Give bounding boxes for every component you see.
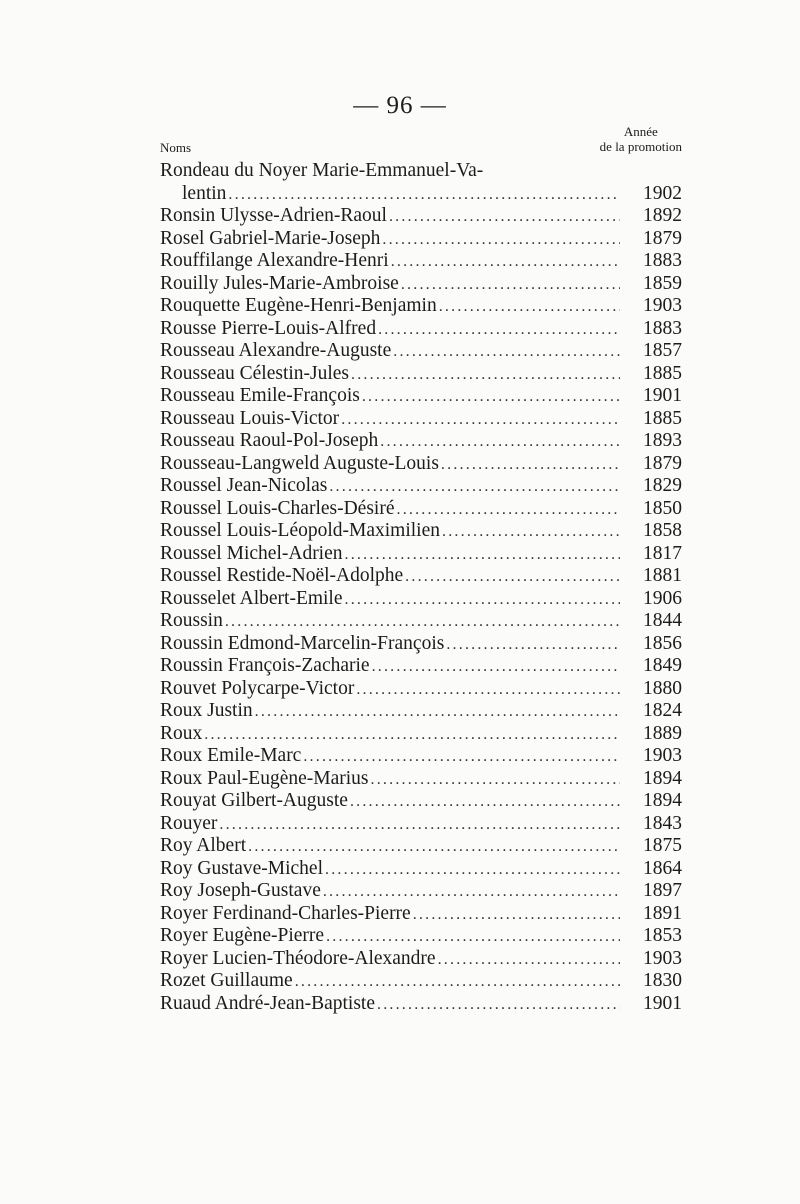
entry-year: 1880	[643, 677, 682, 699]
dot-leader	[295, 971, 620, 994]
dot-leader	[405, 566, 620, 589]
dot-leader	[380, 431, 620, 454]
dot-leader	[378, 319, 620, 342]
entry-name: Rousseau-Langweld Auguste-Louis	[160, 452, 439, 474]
dot-leader	[439, 296, 620, 319]
list-item	[160, 205, 682, 228]
entry-name: Roussin Edmond-Marcelin-François	[160, 632, 445, 654]
entry-name: Roussel Restide-Noël-Adolphe	[160, 565, 404, 586]
dot-leader	[345, 544, 620, 567]
list-item	[160, 475, 682, 498]
entry-name: Rouilly Jules-Marie-Ambroise	[160, 272, 399, 294]
entry-name: Rousseau Raoul-Pol-Joseph	[160, 430, 379, 451]
list-item	[160, 183, 682, 206]
entry-name: Roussel Louis-Léopold-Maximilien	[160, 520, 441, 541]
list-item	[160, 813, 682, 836]
list-item	[160, 250, 682, 273]
entry-name: Roux Justin	[160, 700, 253, 721]
dot-leader	[401, 274, 620, 297]
entry-name: Royer Ferdinand-Charles-Pierre	[160, 902, 411, 924]
entry-year: 1830	[643, 970, 682, 991]
list-item	[160, 948, 682, 971]
dot-leader	[441, 454, 620, 477]
entry-year: 1894	[643, 767, 682, 789]
entry-year: 1858	[643, 520, 682, 541]
entry-name: Rozet Guillaume	[160, 970, 293, 991]
list-item	[160, 790, 682, 813]
entry-name: Ruaud André-Jean-Baptiste	[160, 992, 375, 1014]
entry-year: 1856	[643, 632, 682, 654]
entry-year: 1891	[643, 902, 682, 924]
entry-name: lentin	[182, 182, 227, 204]
entry-year: 1849	[643, 655, 682, 676]
entry-name: Rouyer	[160, 812, 218, 834]
entry-name: Rosel Gabriel-Marie-Joseph	[160, 227, 381, 249]
entry-year: 1850	[643, 497, 682, 519]
dot-leader	[413, 904, 620, 927]
dot-leader	[303, 746, 620, 769]
list-item	[160, 318, 682, 341]
entry-name: Ronsin Ulysse-Adrien-Raoul	[160, 205, 387, 226]
entry-name: Roux Paul-Eugène-Marius	[160, 767, 369, 789]
dot-leader	[393, 341, 620, 364]
entry-name: Rouyat Gilbert-Auguste	[160, 790, 348, 811]
column-header-year-line2: de la promotion	[599, 139, 682, 154]
dot-leader	[341, 409, 620, 432]
dot-leader	[350, 791, 620, 814]
dot-leader	[204, 724, 620, 747]
entry-name: Roussel Louis-Charles-Désiré	[160, 497, 395, 519]
dot-leader	[225, 611, 620, 634]
entry-name: Roy Gustave-Michel	[160, 857, 324, 879]
entry-year: 1881	[643, 565, 682, 586]
dot-leader	[228, 184, 620, 207]
entry-year: 1906	[643, 587, 682, 609]
entry-name: Rousse Pierre-Louis-Alfred	[160, 317, 377, 339]
dot-leader	[446, 634, 620, 657]
list-item	[160, 453, 682, 476]
dot-leader	[325, 859, 620, 882]
list-item	[160, 993, 682, 1016]
entry-name: Roussel Jean-Nicolas	[160, 475, 328, 496]
dot-leader	[255, 701, 620, 724]
entry-name: Rousseau Emile-François	[160, 385, 360, 406]
dot-leader	[438, 949, 620, 972]
entry-year: 1892	[643, 205, 682, 226]
list-item	[160, 295, 682, 318]
dot-leader	[442, 521, 620, 544]
list-item	[160, 498, 682, 521]
entry-year: 1903	[643, 745, 682, 766]
entry-name: Rousselet Albert-Emile	[160, 587, 343, 609]
page-number: — 96 —	[353, 92, 447, 119]
entry-year: 1857	[643, 340, 682, 361]
list-item	[160, 340, 682, 363]
entry-year: 1879	[643, 227, 682, 249]
entry-name: Roux Emile-Marc	[160, 745, 302, 766]
entry-year: 1844	[643, 610, 682, 631]
entry-year: 1894	[643, 790, 682, 811]
entry-name: Rouvet Polycarpe-Victor	[160, 677, 355, 699]
dot-leader	[377, 994, 620, 1017]
entry-name: Rouffilange Alexandre-Henri	[160, 250, 389, 271]
entry-year: 1853	[643, 925, 682, 946]
entry-year: 1901	[643, 992, 682, 1014]
entry-year: 1903	[643, 295, 682, 316]
list-item	[160, 880, 682, 903]
entry-name: Roy Joseph-Gustave	[160, 880, 321, 901]
entry-name: Roussel Michel-Adrien	[160, 542, 343, 564]
entry-year: 1885	[643, 362, 682, 384]
entry-year: 1893	[643, 430, 682, 451]
entry-name: Royer Eugène-Pierre	[160, 925, 325, 946]
entry-year: 1859	[643, 272, 682, 294]
entry-year: 1897	[643, 880, 682, 901]
entry-name: Royer Lucien-Théodore-Alexandre	[160, 947, 436, 969]
list-item	[160, 925, 682, 948]
list-item	[160, 408, 682, 431]
entry-name: Roy Albert	[160, 835, 247, 856]
entry-year: 1883	[643, 250, 682, 271]
dot-leader	[345, 589, 620, 612]
list-item	[160, 768, 682, 791]
column-header-year-line1: Année	[623, 124, 658, 139]
entry-year: 1902	[643, 182, 682, 204]
dot-leader	[219, 814, 620, 837]
entry-name: Rousseau Louis-Victor	[160, 407, 340, 429]
entry-year: 1883	[643, 317, 682, 339]
entry-name: Roussin	[160, 610, 223, 631]
dot-leader	[382, 229, 620, 252]
dot-leader	[389, 206, 620, 229]
list-item	[160, 835, 682, 858]
list-item	[160, 543, 682, 566]
list-item	[160, 430, 682, 453]
list-item	[160, 745, 682, 768]
list-item	[160, 273, 682, 296]
list-item	[160, 970, 682, 993]
list-item	[160, 385, 682, 408]
dot-leader	[323, 881, 620, 904]
dot-leader	[326, 926, 620, 949]
entry-name: Rouquette Eugène-Henri-Benjamin	[160, 295, 437, 316]
list-item	[160, 610, 682, 633]
dot-leader	[356, 679, 620, 702]
list-item	[160, 678, 682, 701]
column-header-year	[600, 124, 682, 154]
entry-year: 1901	[643, 385, 682, 406]
entry-year: 1879	[643, 452, 682, 474]
list-item	[160, 520, 682, 543]
list-item	[160, 160, 682, 183]
list-item	[160, 588, 682, 611]
entry-year: 1903	[643, 947, 682, 969]
entry-year: 1864	[643, 857, 682, 879]
dot-leader	[351, 364, 620, 387]
dot-leader	[397, 499, 621, 522]
list-item	[160, 633, 682, 656]
list-item	[160, 655, 682, 678]
dot-leader	[371, 769, 620, 792]
list-item	[160, 700, 682, 723]
list-item	[160, 723, 682, 746]
entry-year: 1843	[643, 812, 682, 834]
name-list	[160, 160, 682, 1015]
entry-year: 1817	[643, 542, 682, 564]
list-item	[160, 228, 682, 251]
entry-name: Rousseau Alexandre-Auguste	[160, 340, 392, 361]
entry-name: Rondeau du Noyer Marie-Emmanuel-Va-	[160, 160, 484, 181]
entry-year: 1829	[643, 475, 682, 496]
dot-leader	[372, 656, 620, 679]
list-item	[160, 363, 682, 386]
entry-year: 1885	[643, 407, 682, 429]
entry-year: 1889	[643, 722, 682, 744]
column-header-names: Noms	[160, 140, 192, 155]
list-item	[160, 565, 682, 588]
entry-year: 1824	[643, 700, 682, 721]
entry-name: Roussin François-Zacharie	[160, 655, 370, 676]
dot-leader	[248, 836, 620, 859]
dot-leader	[329, 476, 620, 499]
entry-year: 1875	[643, 835, 682, 856]
dot-leader	[362, 386, 620, 409]
list-item	[160, 858, 682, 881]
dot-leader	[391, 251, 620, 274]
list-item	[160, 903, 682, 926]
entry-name: Roux	[160, 722, 203, 744]
entry-name: Rousseau Célestin-Jules	[160, 362, 350, 384]
